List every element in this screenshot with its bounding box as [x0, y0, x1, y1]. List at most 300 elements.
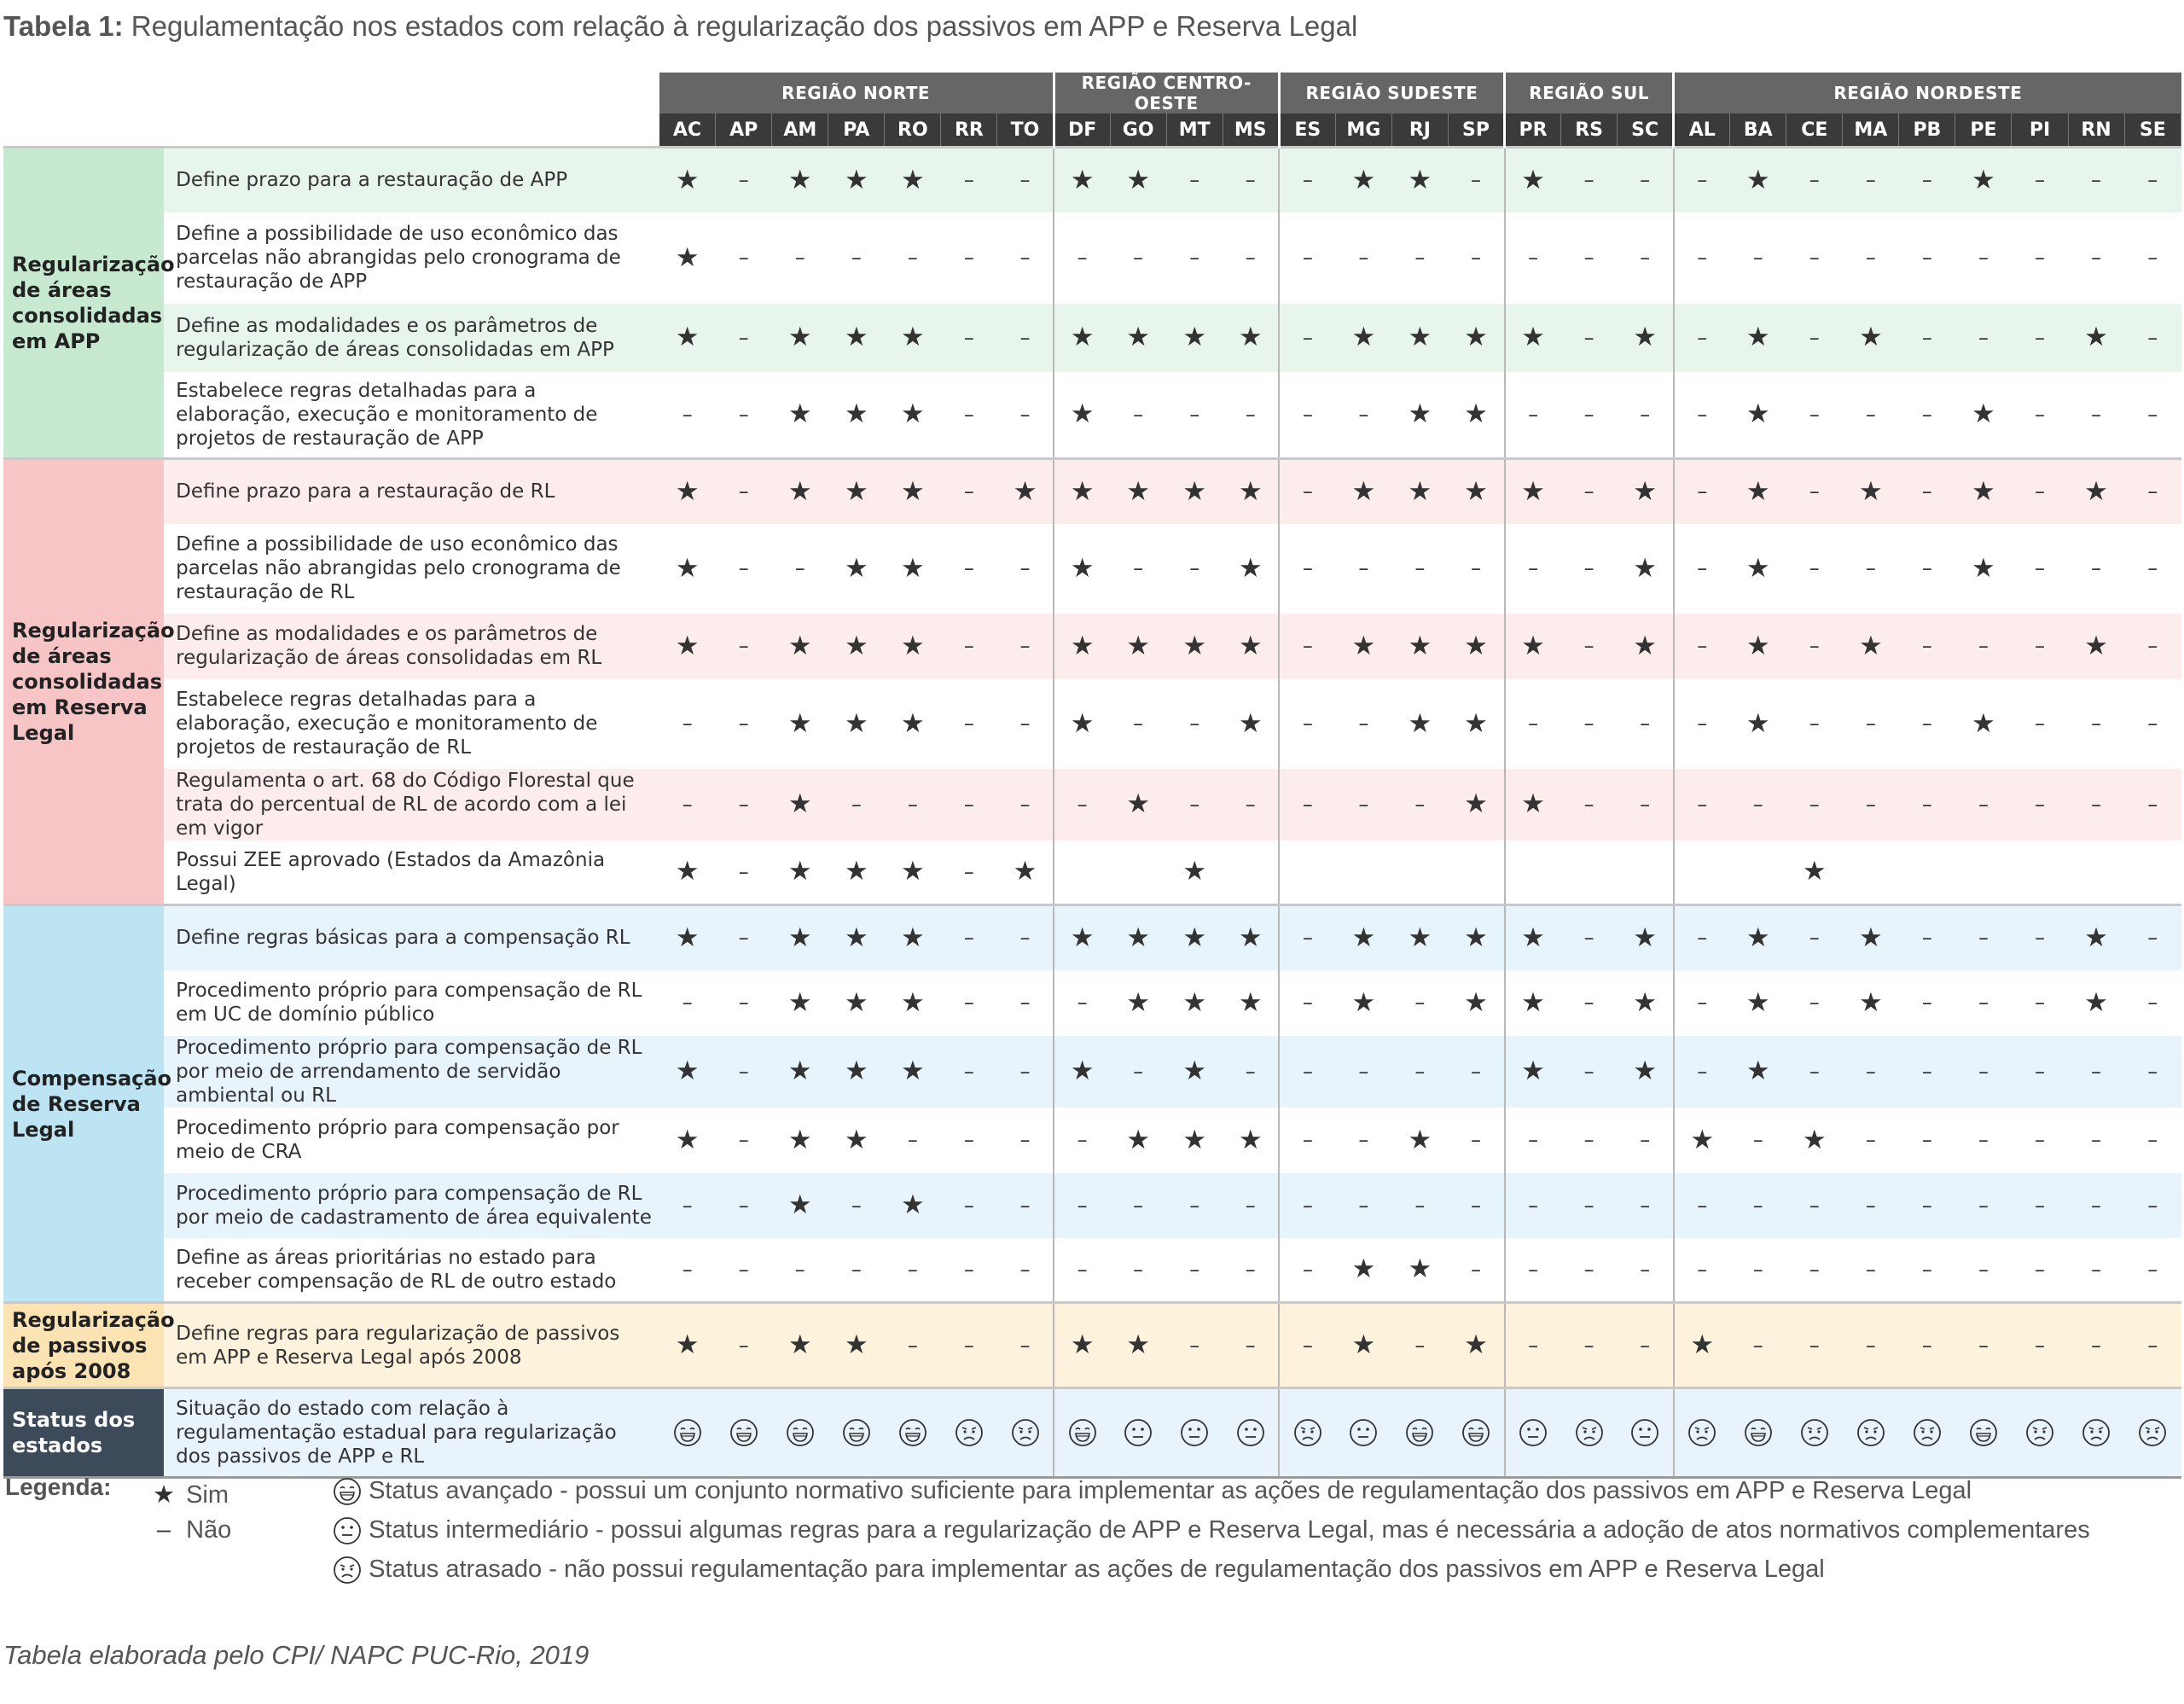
star-icon: ★: [1110, 769, 1166, 840]
dash-icon: –: [1166, 1303, 1223, 1388]
star-icon: ★: [659, 304, 716, 372]
empty-cell: [1843, 840, 1899, 905]
star-icon: ★: [787, 707, 812, 739]
dash-icon: –: [1899, 614, 1955, 679]
dash-icon: –: [1697, 556, 1708, 580]
star-icon: ★: [675, 552, 700, 584]
dash-icon: –: [1674, 905, 1730, 970]
dash-icon: –: [1302, 712, 1313, 736]
happy-face-icon: [1448, 1388, 1504, 1478]
star-icon: ★: [1126, 986, 1151, 1018]
dash-icon: –: [1618, 1238, 1674, 1303]
star-icon: ★: [844, 552, 868, 584]
sad-face-icon: [997, 1388, 1054, 1478]
happy-face-icon: [333, 1477, 362, 1504]
table-row: [3, 459, 2181, 524]
state-header-mt: MT: [1166, 113, 1223, 148]
dash-icon: –: [1448, 524, 1504, 614]
star-icon: ★: [1448, 304, 1504, 372]
star-icon: ★: [675, 1124, 700, 1155]
dash-icon: –: [1899, 148, 1955, 212]
dash-icon: –: [1674, 1036, 1730, 1108]
dash-icon: –: [2068, 1303, 2124, 1388]
dash-icon: –: [2068, 1036, 2124, 1108]
star-icon: ★: [997, 459, 1054, 524]
dash-icon: –: [1189, 712, 1200, 736]
star-icon: ★: [828, 614, 885, 679]
dash-icon: –: [1528, 246, 1539, 270]
dash-icon: –: [1618, 212, 1674, 304]
sad-face-icon: [1674, 1388, 1730, 1478]
sad-face-icon: [2068, 1388, 2124, 1478]
star-icon: ★: [787, 398, 812, 430]
sad-face-icon: [2012, 1388, 2068, 1478]
star-icon: ★: [659, 1303, 716, 1388]
state-header-am: AM: [772, 113, 828, 148]
dash-icon: –: [1110, 1173, 1166, 1238]
dash-icon: –: [1279, 304, 1335, 372]
star-icon: ★: [1618, 905, 1674, 970]
dash-icon: –: [1786, 304, 1843, 372]
dash-icon: –: [2147, 991, 2158, 1015]
star-icon: ★: [1166, 304, 1223, 372]
dash-icon: –: [2147, 712, 2158, 736]
dash-icon: –: [682, 1257, 693, 1282]
dash-icon: –: [1786, 1036, 1843, 1108]
dash-icon: –: [716, 459, 772, 524]
star-icon: ★: [844, 1124, 868, 1155]
star-icon: ★: [997, 840, 1054, 905]
dash-icon: –: [963, 556, 974, 580]
dash-icon: –: [1899, 304, 1955, 372]
dash-icon: –: [1279, 1173, 1335, 1238]
star-icon: ★: [885, 459, 941, 524]
star-icon: ★: [1745, 552, 1770, 584]
star-icon: ★: [1391, 905, 1448, 970]
criterion-label: Define a possibilidade de uso econômico das parcelas não abrangidas pelo cronograma de restauração de APP: [176, 223, 621, 293]
dash-icon: –: [2091, 246, 2102, 270]
star-icon: ★: [1955, 148, 2012, 212]
legend-heading: Legenda:: [5, 1474, 112, 1500]
star-icon: ★: [787, 986, 812, 1018]
dash-icon: –: [1505, 1173, 1561, 1238]
category-label: Regularização de passivos após 2008: [3, 1303, 164, 1388]
star-icon: ★: [1335, 905, 1391, 970]
star-icon: ★: [153, 1481, 175, 1509]
dash-icon: –: [2147, 1257, 2158, 1282]
empty-cell: [1730, 840, 1786, 905]
dash-icon: –: [1618, 148, 1674, 212]
dash-icon: –: [1223, 148, 1279, 212]
star-icon: ★: [1618, 614, 1674, 679]
dash-icon: –: [2091, 1257, 2102, 1282]
sad-face-icon: [1843, 1388, 1899, 1478]
region-header: REGIÃO SUL: [1505, 73, 1674, 113]
dash-icon: –: [1223, 1173, 1279, 1238]
star-icon: ★: [1391, 459, 1448, 524]
dash-icon: –: [1674, 769, 1730, 840]
criterion-label: Estabelece regras detalhadas para a elaboração, execução e monitoramento de projetos de restauração de APP: [176, 379, 598, 450]
dash-icon: –: [1279, 148, 1335, 212]
star-icon: ★: [1110, 614, 1166, 679]
dash-icon: –: [941, 1303, 997, 1388]
dash-icon: –: [1865, 556, 1876, 580]
empty-cell: [1505, 840, 1561, 905]
dash-icon: –: [1618, 679, 1674, 769]
criterion-label: Estabelece regras detalhadas para a elaboração, execução e monitoramento de projetos de restauração de RL: [176, 689, 598, 759]
dash-icon: –: [738, 991, 749, 1015]
empty-cell: [1054, 840, 1110, 905]
dash-icon: –: [1391, 1303, 1448, 1388]
happy-face-icon: [1054, 1388, 1110, 1478]
dash-icon: –: [2091, 1128, 2102, 1152]
criterion-label: Procedimento próprio para compensação por meio de CRA: [176, 1117, 619, 1163]
table-row: [3, 524, 2181, 614]
state-header-sp: SP: [1448, 113, 1504, 148]
star-icon: ★: [1972, 552, 1995, 584]
dash-icon: –: [1358, 1128, 1369, 1152]
star-icon: ★: [787, 856, 812, 887]
star-icon: ★: [1690, 1124, 1715, 1155]
star-icon: ★: [828, 1303, 885, 1388]
dash-icon: –: [1279, 1303, 1335, 1388]
table-row: [3, 614, 2181, 679]
table-row: [3, 905, 2181, 970]
dash-icon: –: [1786, 769, 1843, 840]
empty-cell: [1335, 840, 1391, 905]
dash-icon: –: [2012, 1303, 2068, 1388]
dash-icon: –: [1561, 614, 1618, 679]
dash-icon: –: [1697, 991, 1708, 1015]
star-icon: ★: [1448, 905, 1504, 970]
dash-icon: –: [963, 991, 974, 1015]
star-icon: ★: [900, 707, 925, 739]
star-icon: ★: [1745, 398, 1770, 430]
star-icon: ★: [1070, 707, 1095, 739]
star-icon: ★: [772, 614, 828, 679]
state-header-se: SE: [2124, 113, 2181, 148]
star-icon: ★: [1070, 398, 1095, 430]
dash-icon: –: [2034, 1128, 2045, 1152]
dash-icon: –: [1865, 712, 1876, 736]
dash-icon: –: [1583, 1128, 1594, 1152]
star-icon: ★: [1730, 905, 1786, 970]
dash-icon: –: [2012, 1173, 2068, 1238]
dash-icon: –: [941, 148, 997, 212]
dash-icon: –: [1583, 991, 1594, 1015]
dash-icon: –: [1955, 1036, 2012, 1108]
dash-icon: –: [738, 246, 749, 270]
star-icon: ★: [787, 1124, 812, 1155]
dash-icon: –: [682, 402, 693, 427]
dash-icon: –: [1561, 1036, 1618, 1108]
dash-icon: –: [1448, 1108, 1504, 1173]
star-icon: ★: [2068, 459, 2124, 524]
dash-icon: –: [1978, 991, 1989, 1015]
dash-icon: –: [2034, 556, 2045, 580]
star-icon: ★: [772, 148, 828, 212]
dash-icon: –: [738, 859, 749, 884]
dash-icon: –: [997, 372, 1054, 459]
dash-icon: –: [1391, 769, 1448, 840]
dash-icon: –: [2124, 905, 2181, 970]
neutral-face-icon: [1335, 1388, 1391, 1478]
dash-icon: –: [1730, 769, 1786, 840]
region-header: REGIÃO NORDESTE: [1674, 73, 2181, 113]
dash-icon: –: [1133, 402, 1144, 427]
dash-icon: –: [1583, 556, 1594, 580]
dash-icon: –: [682, 712, 693, 736]
dash-icon: –: [997, 1238, 1054, 1303]
star-icon: ★: [1408, 1124, 1432, 1155]
dash-icon: –: [941, 905, 997, 970]
dash-icon: –: [738, 712, 749, 736]
table-row: [3, 212, 2181, 304]
dash-icon: –: [1302, 991, 1313, 1015]
dash-icon: –: [2124, 1303, 2181, 1388]
dash-icon: –: [2012, 905, 2068, 970]
star-icon: ★: [1391, 304, 1448, 372]
sad-face-icon: [1899, 1388, 1955, 1478]
category-label: Status dos estados: [3, 1388, 164, 1478]
dash-icon: –: [1786, 905, 1843, 970]
dash-icon: –: [716, 1303, 772, 1388]
state-header-rn: RN: [2068, 113, 2124, 148]
dash-icon: –: [1223, 769, 1279, 840]
star-icon: ★: [1166, 1036, 1223, 1108]
category-label: Regularização de áreas consolidadas em Reserva Legal: [3, 459, 164, 905]
dash-icon: –: [1752, 1128, 1763, 1152]
dash-icon: –: [1505, 1303, 1561, 1388]
dash-icon: –: [1697, 1257, 1708, 1282]
star-icon: ★: [2068, 614, 2124, 679]
state-header-mg: MG: [1335, 113, 1391, 148]
dash-icon: –: [1335, 1173, 1391, 1238]
empty-cell: [1955, 840, 2012, 905]
empty-cell: [1279, 840, 1335, 905]
sad-face-icon: [1279, 1388, 1335, 1478]
star-icon: ★: [1335, 148, 1391, 212]
dash-icon: –: [1618, 372, 1674, 459]
state-header-al: AL: [1674, 113, 1730, 148]
dash-icon: –: [997, 614, 1054, 679]
dash-icon: –: [1921, 1128, 1932, 1152]
star-icon: ★: [772, 304, 828, 372]
dash-icon: –: [997, 769, 1054, 840]
dash-icon: –: [1865, 1128, 1876, 1152]
empty-cell: [2068, 840, 2124, 905]
dash-icon: –: [1786, 1173, 1843, 1238]
dash-icon: –: [963, 712, 974, 736]
dash-icon: –: [1955, 304, 2012, 372]
criterion-label: Define prazo para a restauração de APP: [164, 148, 659, 212]
star-icon: ★: [1802, 1124, 1827, 1155]
dash-icon: –: [1955, 1303, 2012, 1388]
dash-icon: –: [1528, 1128, 1539, 1152]
dash-icon: –: [1223, 372, 1279, 459]
star-icon: ★: [844, 986, 868, 1018]
dash-icon: –: [738, 402, 749, 427]
dash-icon: –: [1448, 1036, 1504, 1108]
table-row: [3, 1303, 2181, 1388]
dash-icon: –: [2147, 246, 2158, 270]
table-title: [3, 10, 1357, 43]
criterion-label: Procedimento próprio para compensação de RL em UC de domínio público: [176, 980, 642, 1026]
dash-icon: –: [1133, 712, 1144, 736]
star-icon: ★: [1408, 398, 1432, 430]
state-header-ac: AC: [659, 113, 716, 148]
star-icon: ★: [1182, 856, 1207, 887]
regulation-table: [3, 73, 2181, 1479]
source-note: Tabela elaborada pelo CPI/ NAPC PUC-Rio, 2019: [3, 1640, 590, 1670]
sad-face-icon: [333, 1556, 362, 1583]
dash-icon: –: [716, 614, 772, 679]
star-icon: ★: [1843, 304, 1899, 372]
dash-icon: –: [2012, 304, 2068, 372]
star-icon: ★: [1391, 148, 1448, 212]
star-icon: ★: [828, 905, 885, 970]
dash-icon: –: [997, 304, 1054, 372]
dash-icon: –: [1528, 556, 1539, 580]
dash-icon: –: [1223, 1036, 1279, 1108]
dash-icon: –: [1618, 769, 1674, 840]
star-icon: ★: [828, 1036, 885, 1108]
dash-icon: –: [1528, 1257, 1539, 1282]
dash-icon: –: [1955, 905, 2012, 970]
dash-icon: –: [1674, 304, 1730, 372]
dash-icon: –: [1899, 1173, 1955, 1238]
criterion-label: Define a possibilidade de uso econômico das parcelas não abrangidas pelo cronograma de restauração de RL: [176, 533, 621, 603]
dash-icon: –: [1752, 1257, 1763, 1282]
star-icon: ★: [1505, 905, 1561, 970]
dash-icon: –: [1730, 1173, 1786, 1238]
dash-icon: –: [1583, 712, 1594, 736]
state-header-pb: PB: [1899, 113, 1955, 148]
criterion-label: Define as áreas prioritárias no estado para receber compensação de RL de outro estado: [176, 1246, 617, 1293]
dash-icon: –: [2012, 459, 2068, 524]
legend-sim: [148, 1480, 229, 1509]
dash-icon: –: [716, 1173, 772, 1238]
star-icon: ★: [1070, 552, 1095, 584]
dash-icon: –: [2012, 148, 2068, 212]
legend-nao: [148, 1516, 231, 1544]
star-icon: ★: [1448, 769, 1504, 840]
star-icon: ★: [659, 1036, 716, 1108]
region-header: REGIÃO SUDESTE: [1279, 73, 1504, 113]
star-icon: ★: [1223, 304, 1279, 372]
legend-late-text: Status atrasado - não possui regulamentação para implementar as ações de regulamentação dos passivos em APP e Reserva Legal: [369, 1556, 1825, 1583]
dash-icon: –: [2124, 1036, 2181, 1108]
state-header-go: GO: [1110, 113, 1166, 148]
dash-icon: –: [2091, 712, 2102, 736]
star-icon: ★: [1223, 905, 1279, 970]
dash-icon: –: [1054, 1173, 1110, 1238]
table-title-prefix: Tabela 1:: [3, 10, 124, 42]
dash-icon: –: [1899, 905, 1955, 970]
dash-icon: –: [1921, 1257, 1932, 1282]
star-icon: ★: [1618, 304, 1674, 372]
star-icon: ★: [1335, 459, 1391, 524]
star-icon: ★: [1505, 148, 1561, 212]
star-icon: ★: [885, 1173, 941, 1238]
state-header-ba: BA: [1730, 113, 1786, 148]
dash-icon: –: [1189, 246, 1200, 270]
happy-face-icon: [1955, 1388, 2012, 1478]
star-icon: ★: [844, 398, 868, 430]
star-icon: ★: [1448, 614, 1504, 679]
star-icon: ★: [659, 614, 716, 679]
dash-icon: –: [1528, 402, 1539, 427]
neutral-face-icon: [1618, 1388, 1674, 1478]
dash-icon: –: [1166, 148, 1223, 212]
dash-icon: –: [2147, 402, 2158, 427]
dash-icon: –: [1054, 769, 1110, 840]
dash-icon: –: [1358, 556, 1369, 580]
star-icon: ★: [1843, 614, 1899, 679]
star-icon: ★: [675, 241, 700, 273]
star-icon: ★: [1730, 614, 1786, 679]
neutral-face-icon: [1110, 1388, 1166, 1478]
dash-icon: –: [1077, 991, 1088, 1015]
dash-icon: –: [2124, 1173, 2181, 1238]
state-header-to: TO: [997, 113, 1054, 148]
dash-icon: –: [885, 1303, 941, 1388]
dash-icon: –: [1335, 769, 1391, 840]
star-icon: ★: [659, 148, 716, 212]
dash-icon: –: [2124, 148, 2181, 212]
table-row: [3, 840, 2181, 905]
dash-icon: –: [2012, 614, 2068, 679]
neutral-face-icon: [1223, 1388, 1279, 1478]
star-icon: ★: [1182, 1124, 1207, 1155]
dash-icon: –: [1921, 556, 1932, 580]
star-icon: ★: [1351, 986, 1376, 1018]
star-icon: ★: [1972, 707, 1995, 739]
star-icon: ★: [1166, 459, 1223, 524]
dash-icon: –: [2034, 712, 2045, 736]
dash-icon: –: [716, 304, 772, 372]
dash-icon: –: [1583, 1257, 1594, 1282]
dash-icon: –: [1528, 712, 1539, 736]
dash-icon: –: [997, 1173, 1054, 1238]
dash-icon: –: [851, 1257, 862, 1282]
star-icon: ★: [1223, 524, 1279, 614]
dash-icon: –: [1302, 1257, 1313, 1282]
dash-icon: –: [1391, 1036, 1448, 1108]
dash-icon: –: [1843, 1173, 1899, 1238]
dash-icon: –: [997, 524, 1054, 614]
dash-icon: –: [997, 148, 1054, 212]
empty-cell: [1391, 840, 1448, 905]
dash-icon: –: [2012, 769, 2068, 840]
dash-icon: –: [1358, 402, 1369, 427]
state-header-ap: AP: [716, 113, 772, 148]
table-row: [3, 1173, 2181, 1238]
star-icon: ★: [1972, 398, 1995, 430]
dash-icon: –: [1358, 712, 1369, 736]
dash-icon: –: [1279, 459, 1335, 524]
dash-icon: –: [2124, 614, 2181, 679]
dash-icon: –: [997, 212, 1054, 304]
star-icon: ★: [1110, 1303, 1166, 1388]
star-icon: ★: [659, 459, 716, 524]
dash-icon: –: [997, 1036, 1054, 1108]
dash-icon: –: [1583, 402, 1594, 427]
dash-icon: –: [1921, 712, 1932, 736]
star-icon: ★: [1448, 459, 1504, 524]
state-header-ma: MA: [1843, 113, 1899, 148]
dash-icon: –: [1223, 212, 1279, 304]
